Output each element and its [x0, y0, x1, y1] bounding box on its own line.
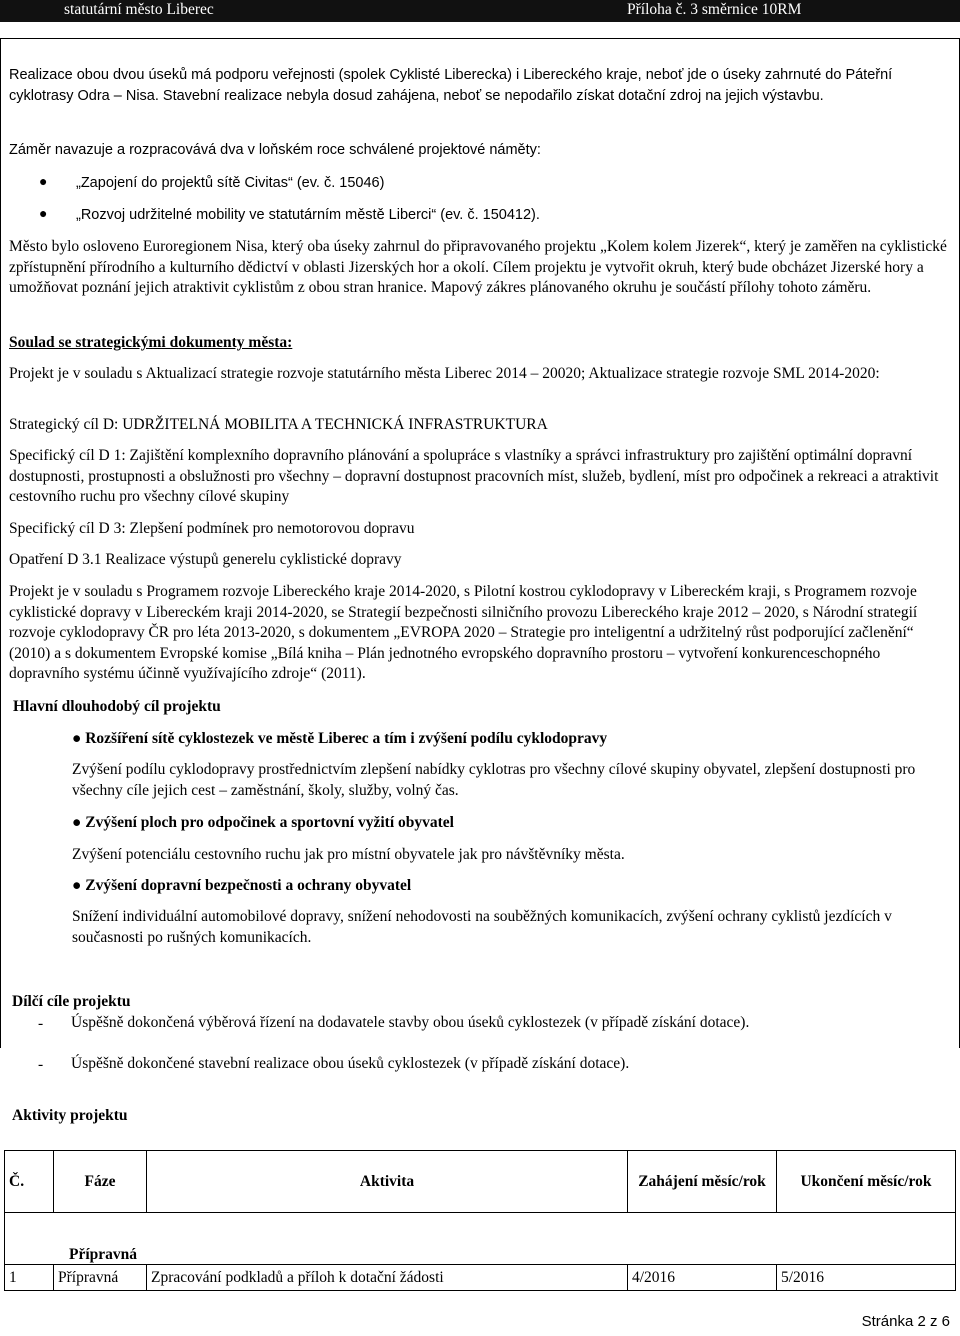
cil-item-2-text: Zvýšení potenciálu cestovního ruchu jak pro místní obyvatele jak pro návštěvníky města. [72, 846, 625, 863]
cil-item-3-title: ● Zvýšení dopravní bezpečnosti a ochrany obyvatel [72, 877, 412, 894]
soulad-strategic-goal: Strategický cíl D: UDRŽITELNÁ MOBILITA A TECHNICKÁ INFRASTRUKTURA [9, 416, 548, 433]
soulad-specific-goal-d3: Specifický cíl D 3: Zlepšení podmínek pro nemotorovou dopravu [9, 520, 415, 537]
row-start: 4/2016 [628, 1265, 777, 1291]
col-header-start: Zahájení měsíc/rok [628, 1151, 777, 1213]
dilci-heading: Dílčí cíle projektu [12, 993, 131, 1010]
intro-bullet-1: „Zapojení do projektů sítě Civitas“ (ev. č. 15046) [76, 175, 385, 191]
page-number: Stránka 2 z 6 [861, 1313, 950, 1330]
aktivity-heading: Aktivity projektu [12, 1107, 128, 1124]
row-end: 5/2016 [777, 1265, 956, 1291]
bullet-icon: ● [39, 175, 48, 190]
table-header-row [5, 1151, 956, 1213]
cil-heading: Hlavní dlouhodobý cíl projektu [13, 698, 221, 715]
dilci-item-1: Úspěšně dokončená výběrová řízení na dodavatele stavby obou úseků cyklostezek (v případě získání dotace). [71, 1014, 750, 1031]
row-number: 1 [5, 1265, 54, 1291]
intro-paragraph-3: Město bylo osloveno Euroregionem Nisa, který oba úseky zahrnul do připravovaného projektu „Kolem kolem Jizerek“, který je zaměřen na cyklistické zpřístupnění přírodního a kulturního dědictví v oblasti Jizerských hor a okolí. Cílem projektu je vytvořit okruh, který bude obcházet Jizerské hory a umožňovat poznání jejich atraktivit cyklistům z obou stran hranice. Mapový zákres plánovaného okruhu je součástí přílohy tohoto záměru. [9, 238, 947, 296]
soulad-heading: Soulad se strategickými dokumenty města: [9, 334, 293, 351]
dilci-dash-2: - [38, 1056, 44, 1073]
cil-item-1-text: Zvýšení podílu cyklodopravy prostřednictvím zlepšení nabídky cyklotras pro všechny cílové skupiny obyvatel, zlepšení dostupnosti pro všechny cíle jejich cest – zaměstnání, školy, služby, volný čas. [72, 761, 916, 799]
soulad-paragraph-1: Projekt je v souladu s Aktualizací strategie rozvoje statutárního města Liberec 2014 – 20020; Aktualizace strategie rozvoje SML 2014-2020: [9, 365, 880, 382]
header-annex-label: Příloha č. 3 směrnice 10RM [627, 1, 802, 18]
intro-paragraph-2: Záměr navazuje a rozpracovává dva v loňském roce schválené projektové náměty: [9, 142, 541, 158]
row-activity: Zpracování podkladů a příloh k dotační žádosti [147, 1265, 628, 1291]
dilci-item-2: Úspěšně dokončené stavební realizace obou úseků cyklostezek (v případě získání dotace). [71, 1055, 630, 1072]
soulad-specific-goal-d1: Specifický cíl D 1: Zajištění komplexního dopravního plánování a spolupráce s vlastníky a správci infrastruktury pro zajištění optimální dopravní dostupnosti, prostupnosti a obslužnosti pro všechny – dopravní dostupnost pracovních míst, služeb, bydlení, míst pro odpočinek a rekreaci a atraktivit cestovního ruchu pro všechny cílové skupiny [9, 447, 939, 505]
dilci-dash-1: - [38, 1015, 44, 1032]
bullet-icon: ● [39, 207, 48, 222]
intro-bullet-2: „Rozvoj udržitelné mobility ve statutárním městě Liberci“ (ev. č. 150412). [76, 207, 540, 223]
document-header [0, 0, 960, 22]
activities-table [4, 1150, 956, 1291]
cil-item-1-title: ● Rozšíření sítě cyklostezek ve městě Liberec a tím i zvýšení podílu cyklodopravy [72, 730, 608, 747]
soulad-measure: Opatření D 3.1 Realizace výstupů generelu cyklistické dopravy [9, 551, 402, 568]
intro-paragraph-1: Realizace obou dvou úseků má podporu veřejnosti (spolek Cyklisté Liberecka) i Libereckého kraje, neboť jde o úseky zahrnuté do Páteřní cyklotrasy Odra – Nisa. Stavební realizace nebyla dosud zahájena, neboť se nepodařilo získat dotační zdroj na jejich výstavbu. [9, 67, 893, 104]
table-row [5, 1265, 956, 1291]
cil-item-2-title: ● Zvýšení ploch pro odpočinek a sportovní vyžití obyvatel [72, 814, 454, 831]
table-section-row [5, 1213, 956, 1265]
section-label: Přípravná [5, 1213, 956, 1265]
soulad-paragraph-programs: Projekt je v souladu s Programem rozvoje Libereckého kraje 2014-2020, s Pilotní kostrou cyklodopravy v Libereckém kraji, s Programem rozvoje cyklistické dopravy v Libereckém kraji 2014-2020, se Strategií bezpečnosti silničního provozu Libereckého kraje 2012 – 2020, s Národní strategií rozvoje cyklodopravy ČR pro léta 2013-2020, s dokumentem „EVROPA 2020 – Strategie pro inteligentní a udržitelný růst podporující začlenění“ (2010) a s dokumentem Evropské komise „Bílá kniha – Plán jednotného evropského dopravního prostoru – vytvoření konkurenceschopného dopravního systému účinně využívajícího zdroje“ (2011). [9, 583, 918, 682]
col-header-number: Č. [5, 1151, 54, 1213]
row-phase: Přípravná [54, 1265, 147, 1291]
cil-item-3-text: Snížení individuální automobilové dopravy, snížení nehodovosti na souběžných komunikacích, zvýšení ochrany cyklistů jezdících v současnosti po rušných komunikacích. [72, 908, 892, 946]
col-header-end: Ukončení měsíc/rok [777, 1151, 956, 1213]
main-bordered-section [0, 38, 960, 1048]
col-header-activity: Aktivita [147, 1151, 628, 1213]
col-header-phase: Fáze [54, 1151, 147, 1213]
header-organization: statutární město Liberec [64, 1, 214, 18]
